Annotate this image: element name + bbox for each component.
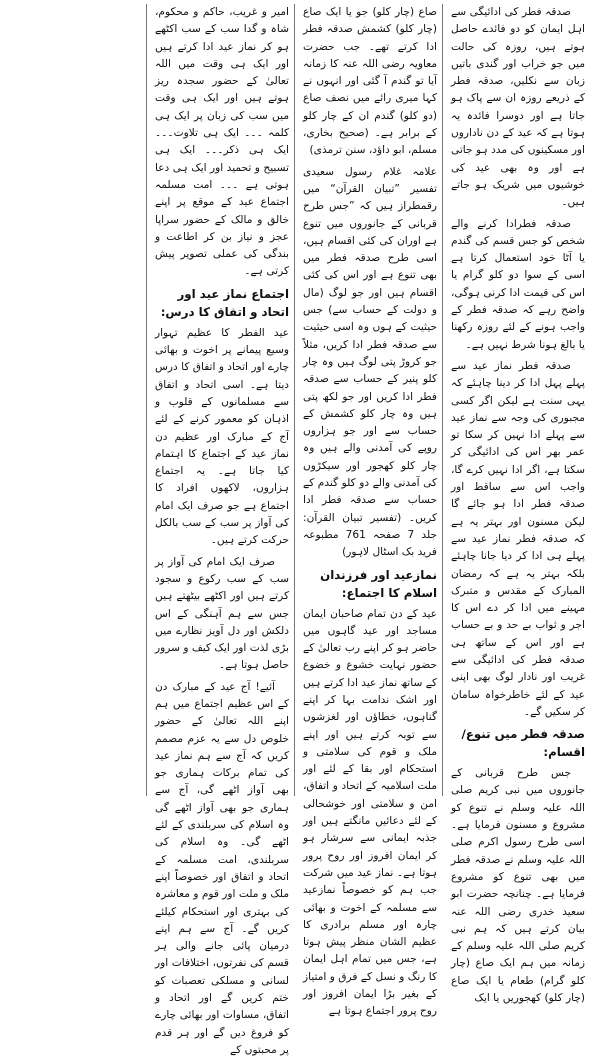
column-divider bbox=[442, 4, 443, 796]
paragraph: عید الفطر کا عظیم تہوار وسیع پیمانے پر اخوت و بھائی چارے اور اتحاد و اتفاق کا درس دیتا ہے۔ اسی اتحاد و اتفاق سے مسلمانوں کے قلوب و اذہان کو معمور کرنے کے لئے آج کے مبارک اور عظیم دن نماز عید کے اجتماع کا اہتمام کیا جاتا ہے۔ یہ اجتماع ہزاروں، لاکھوں افراد کا اجتماع ہے جو صرف ایک امام کی آواز پر سب کے سب بالکل حرکت کرتے ہیں۔ bbox=[154, 326, 289, 547]
paragraph: عید کے دن تمام صاحبان ایمان مساجد اور عید گاہوں میں حاضر ہو کر اپنے رب تعالیٰ کے حضور نہایت خشوع و خضوع کے ساتھ نماز عید ادا کرتے ہیں اور اشک ندامت بہا کر اپنے گناہوں، خطاؤں اور لغزشوں سے توبہ کرتے ہیں اور اپنے ملک و قوم کی سلامتی و استحکام اور بقا کے لئے اور ملت اسلامیہ کے اتحاد و اتفاق، امن و سلامتی اور خوشحالی کے لئے دعائیں مانگتے ہیں اور جذبہ ایمانی سے سرشار ہو کر ایمان افروز اور روح پرور ہوتا ہے۔ نماز عید میں شرکت جب ہم کو خصوصاً نمازعید سے مسلمہ کے اخوت و بھائی چارہ اور مسلم برادری کا عظیم الشان منظر پیش ہوتا ہے، جس میں تمام اہل ایمان کا رنگ و نسل کے فرق و امتیاز کے بغیر بڑا ایمان افروز اور روح پرور اجتماع ہوتا ہے bbox=[303, 607, 437, 1018]
paragraph: صدقہ فطرادا کرنے والے شخص کو جس قسم کی گندم یا آٹا خود استعمال کرتا ہے اسی کے سوا دو کلو گرام یا اس کی قیمت ادا کرنی ہوگی، واضح رہے کہ صدقہ فطر کے واجب ہونے کے لئے روزہ رکھنا یا بالغ ہونا شرط نہیں ہے۔ bbox=[451, 217, 585, 351]
paragraph: امیر و غریب، حاکم و محکوم، شاہ و گدا سب کے سب اکٹھے ہو کر نماز عید ادا کرتے ہیں اور ایک ہی وقت میں اللہ تعالیٰ کے حضور سجدہ ریز ہوتے ہیں اور ایک ہی وقت میں سب کی زبان پر ایک ہی کلمہ ۔۔۔ ایک ہی تلاوت۔۔۔ ایک ہی ذکر۔۔۔ ایک ہی تسبیح و تحمید اور ایک ہی دعا ہوتی ہے ۔۔۔ امت مسلمہ اجتماع عید کے موقع پر اپنے خالق و مالک کے حضور سراپا عجز و نیاز بن کر اطاعت و بندگی کی عملی تصویر پیش کرتی ہے۔ bbox=[155, 6, 289, 278]
paragraph: صدقہ فطر کی ادائیگی سے اہل ایمان کو دو فائدے حاصل ہوتے ہیں، روزہ کی حالت میں جو خراب اور گندی باتیں زبان سے نکلیں، صدقہ فطر کے ذریعے روزہ ان سے پاک ہو جاتا ہے اور دوسرا فائدہ یہ ہوتا ہے کہ عید کے دن ناداروں اور مسکینوں کی مدد ہو جاتی ہے اور وہ بھی عید کی خوشیوں میں شریک ہو جاتے ہیں۔ bbox=[451, 6, 585, 209]
paragraph: صدقہ فطر نماز عید سے پہلے پہل ادا کر دینا چاہئے کہ یہی سنت ہے لیکن اگر کسی مجبوری کی وجہ سے نماز عید سے پہلے ادا نہیں کر سکا تو عمر بھر اس کی ادائیگی کر سکتا ہے، اگر ادا نہیں کرے گا، واجب اس سے ساقط اور صدقہ فطر ادا ہو جائے گا لیکن مسنون اور بہتر یہ ہے کہ صدقہ فطر نماز عید سے پہلے ہی ادا کر دیا جانا چاہئے بلکہ بہتر یہ ہے کہ رمضان المبارک کے مقدس و متبرک مہینے میں ادا کر دے اس کا اجر و ثواب بے حد و بے حساب ہے اور اس کے ساتھ ہی صدقہ فطر کی ادائیگی سے غریب اور نادار لوگ بھی اپنی عید کے لئے خاطرخواہ سامان کر سکیں گے۔ bbox=[451, 359, 585, 718]
section-heading: اجتماع نماز عید اور اتحاد و اتفاق کا درس: bbox=[160, 286, 289, 319]
section-heading: نمازعید اور فرزندان اسلام کا اجتماع: bbox=[320, 567, 437, 600]
column-2 bbox=[300, 4, 440, 1018]
paragraph: جس طرح قربانی کے جانوروں میں نبی کریم صلی اللہ علیہ وسلم نے تنوع کو مشروع و مسنون فرمایا ہے۔ اسی طرح رسول اکرم صلی اللہ علیہ وسلم نے صدقہ فطر میں بھی تنوع کو مشروع فرمایا ہے۔ چنانچہ حضرت ابو سعید خدری رضی اللہ عنہ بیان کرتے ہیں کہ ہم نبی کریم صلی اللہ علیہ وسلم کے زمانہ میں ہم ایک صاع (چار کلو گرام) طعام یا ایک صاع (چار کلو) کھجوریں یا ایک bbox=[451, 767, 585, 1005]
paragraph: صرف ایک امام کی آواز پر سب کے سب رکوع و سجود کرتے ہیں اور اکٹھے بیٹھتے ہیں جس سے ہم آہنگی کے اس دلکش اور دل آویز نظارے میں بڑی لذت اور ایک کیف و سرور حاصل ہوتا ہے۔ bbox=[155, 555, 289, 672]
column-4-empty bbox=[4, 4, 144, 796]
column-divider bbox=[146, 4, 147, 796]
paragraph: آئیے! آج عید کے مبارک دن کے اس عظیم اجتماع میں ہم اپنے اللہ تعالیٰ کے حضور خلوص دل سے یہ عزم مصمم کریں کہ آج سے ہم نماز عید کی تمام برکات ہماری جو بھی آواز اٹھے گی، آج سے ہماری جو بھی آواز اٹھے گی وہ اسلام کی سربلندی کے لئے اٹھے گی۔ وہ اسلام کی سربلندی، امت مسلمہ کے اتحاد و اتفاق اور خصوصاً اپنے ملک و ملت اور قوم و معاشرہ کی بہتری اور استحکام کیلئے کریں گے۔ آج سے ہم اپنے درمیان پائی جانے والی ہر قسم کی نفرتوں، اختلافات اور لسانی و مسلکی تعصبات کو ختم کریں گے اور اتحاد و اتفاق، مساوات اور بھائی چارے کو فروغ دیں گے اور ہر قدم پر محبتوں کے bbox=[155, 680, 289, 1056]
paragraph: صاع (چار کلو) جو یا ایک صاع (چار کلو) کشمش صدقہ فطر ادا کرتے تھے۔ جب حضرت معاویہ رضی اللہ عنہ کا زمانہ آیا تو گندم آ گئی اور انہوں نے کہا میری رائے میں نصف صاع (دو کلو) گندم ان کے چار کلو کے برابر ہے۔ (صحیح بخاری، مسلم، ابو داؤد، سنن ترمذی) bbox=[303, 6, 437, 157]
column-1 bbox=[448, 4, 588, 1005]
section-heading: صدقہ فطر میں تنوع/اقسام: bbox=[461, 727, 585, 760]
column-3 bbox=[152, 4, 292, 1056]
paragraph: علامہ غلام رسول سعیدی تفسیر ”تبیان القرآن“ میں رقمطراز ہیں کہ ”جس طرح قربانی کے جانوروں میں تنوع ہے اوران کی کئی اقسام ہیں، اسی طرح صدقہ فطر میں بھی تنوع ہے اور اس کی کئی اقسام ہیں اور جو لوگ (مال و دولت کے حساب سے) جس حیثیت کے ہوں وہ اسی حیثیت سے صدقہ فطر ادا کریں، مثلاً جو کروڑ پتی لوگ ہیں وہ چار کلو پنیر کے حساب سے صدقہ فطر ادا کریں اور جو لکھ پتی ہیں وہ چار کلو کشمش کے حساب سے اور جو ہزاروں روپے کی آمدنی والے ہیں وہ چار کلو کھجور اور سیکڑوں کی آمدنی والے دو کلو گندم کے حساب سے صدقہ فطر ادا کریں۔ (تفسیر تبیان القرآن: جلد 7 صفحہ 761 مطبوعہ فرید بک اسٹال لاہور) bbox=[303, 165, 438, 559]
column-divider bbox=[294, 4, 295, 796]
